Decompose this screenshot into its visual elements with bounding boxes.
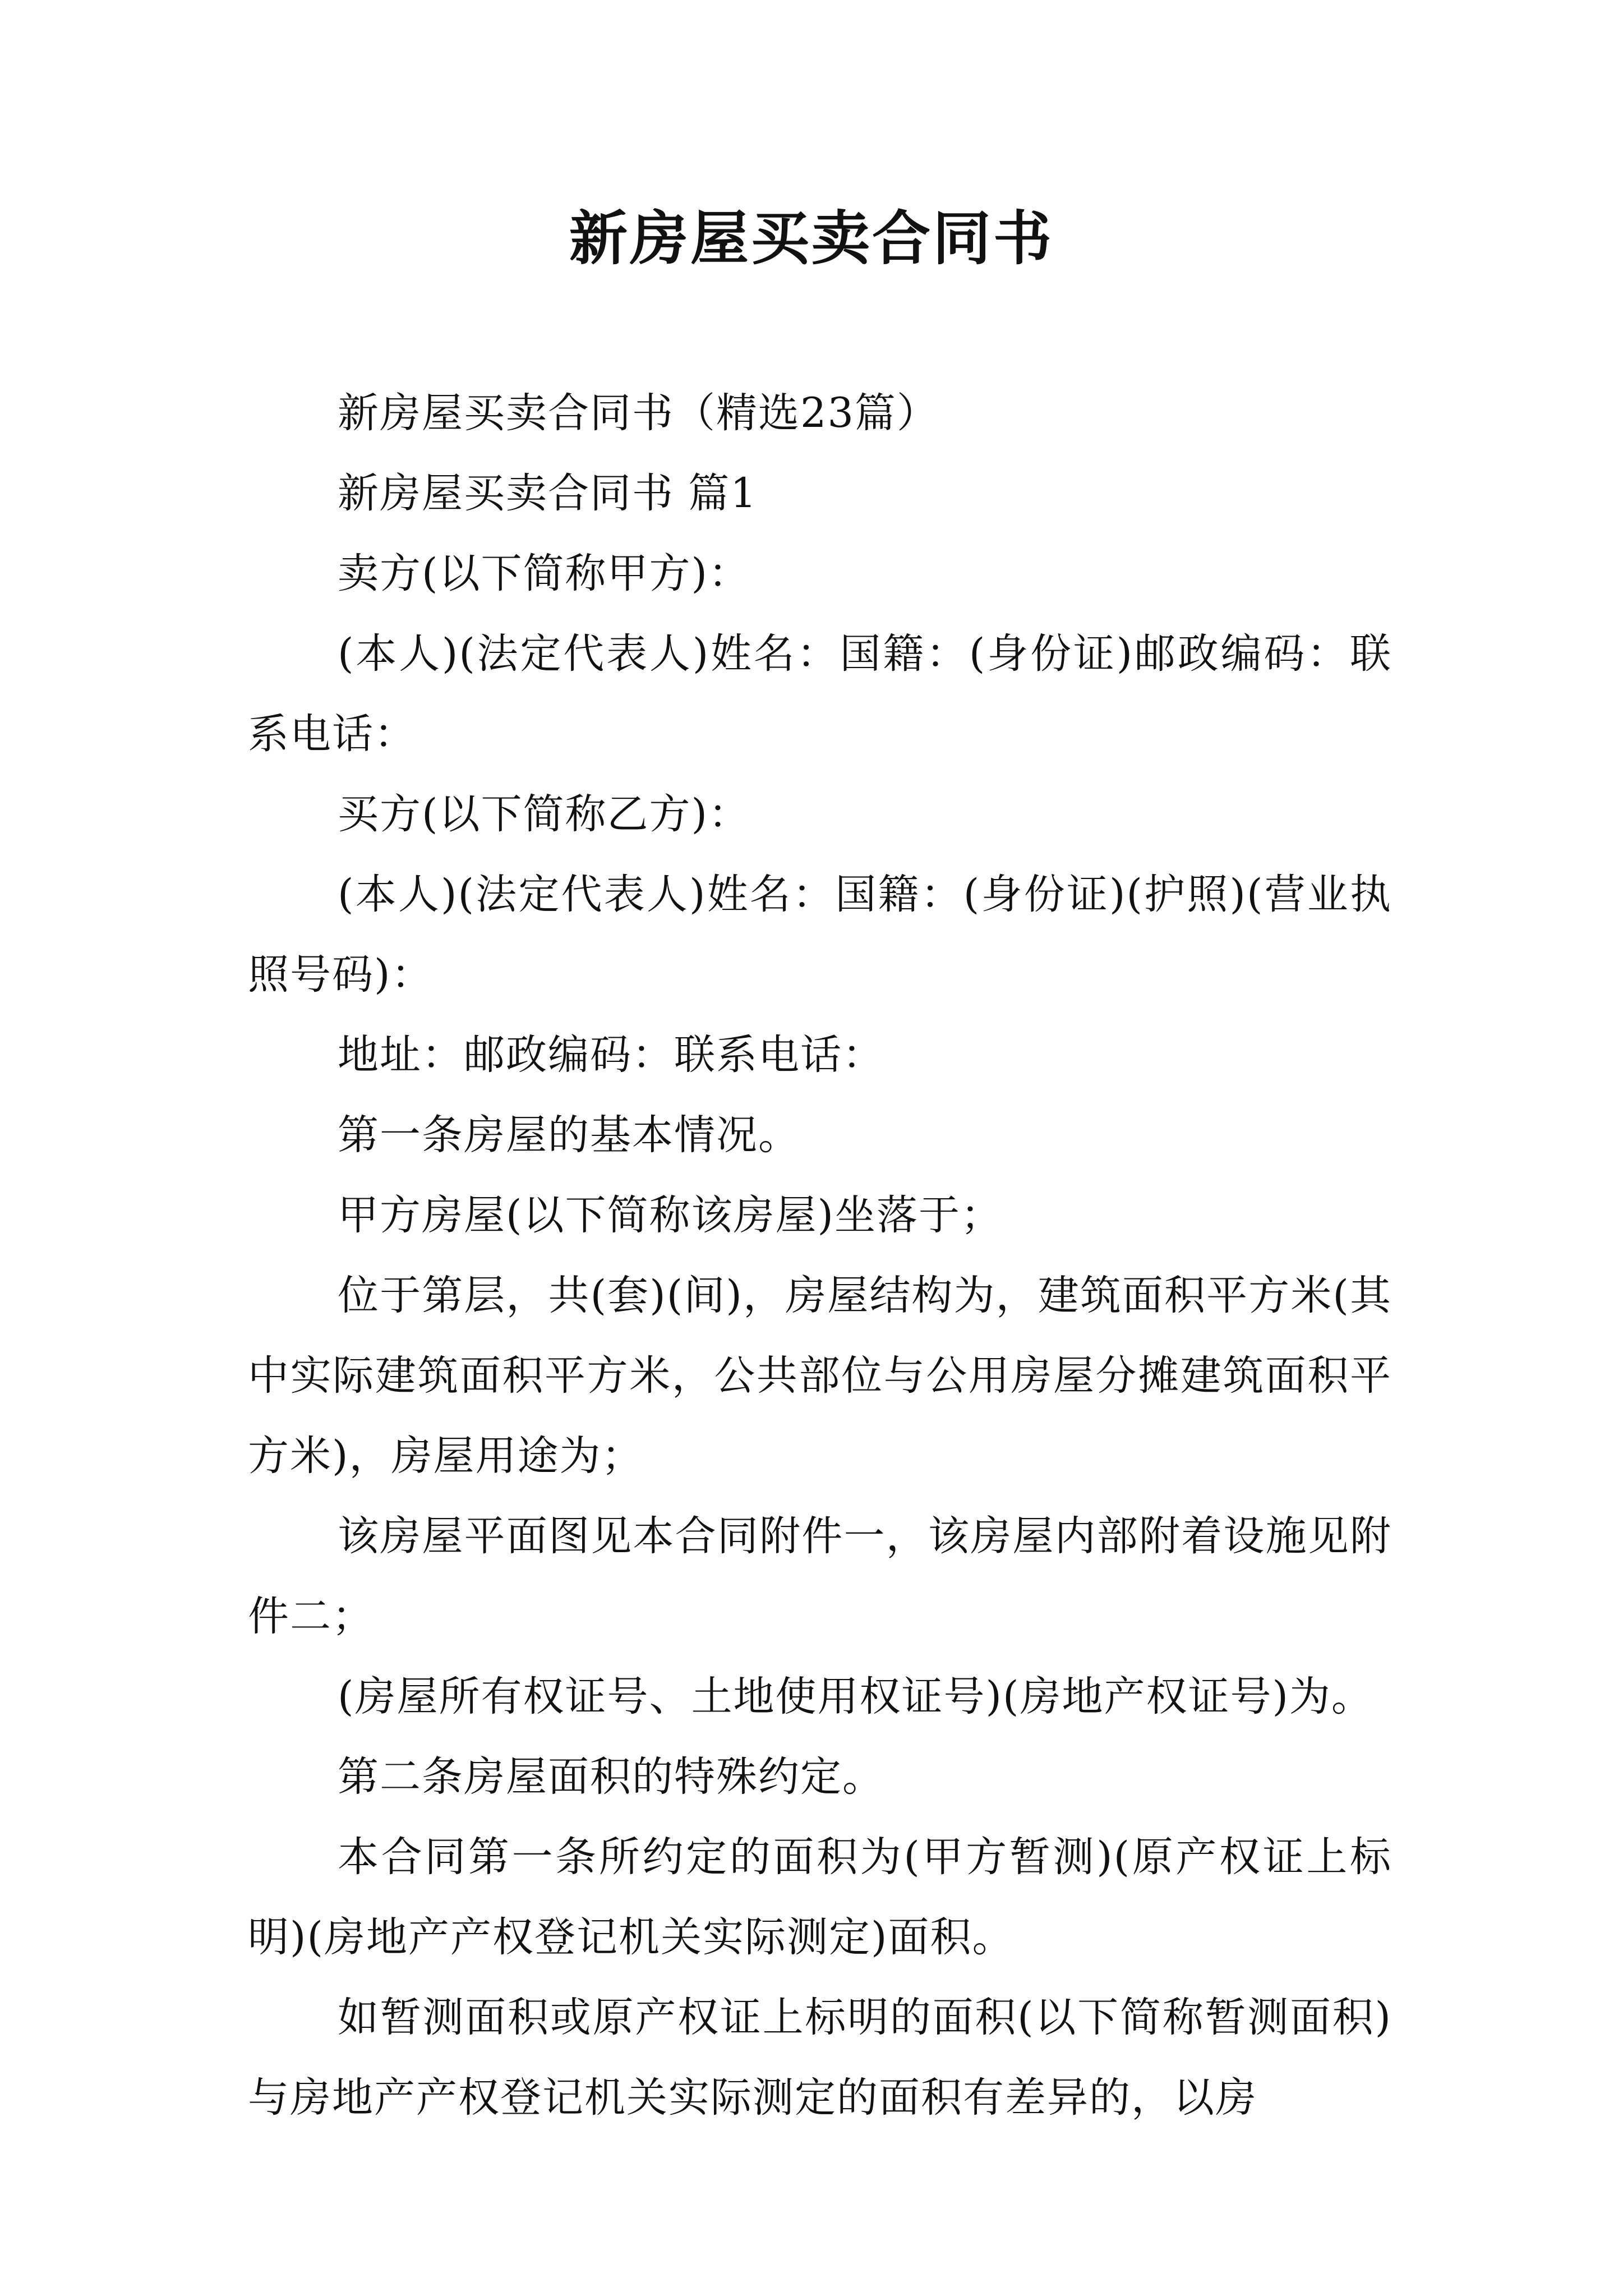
paragraph: 甲方房屋(以下简称该房屋)坐落于； — [338, 1191, 1003, 1239]
paragraph: (本人)(法定代表人)姓名：国籍：(身份证)邮政编码：联系电话： — [248, 630, 1392, 758]
paragraph: 卖方(以下简称甲方)： — [338, 550, 750, 597]
paragraph: 该房屋平面图见本合同附件一，该房屋内部附着设施见附件二； — [248, 1512, 1392, 1640]
document-body — [248, 373, 1392, 2138]
paragraph: 地址：邮政编码：联系电话： — [338, 1031, 884, 1079]
paragraph: 如暂测面积或原产权证上标明的面积(以下简称暂测面积)与房地产产权登记机关实际测定的面积有差异的，以房 — [248, 1994, 1392, 2122]
paragraph: 买方(以下简称乙方)： — [338, 790, 750, 838]
document-title: 新房屋买卖合同书 — [569, 204, 1054, 273]
paragraph: 第二条房屋面积的特殊约定。 — [338, 1753, 884, 1801]
paragraph: 本合同第一条所约定的面积为(甲方暂测)(原产权证上标明)(房地产产权登记机关实际测定)面积。 — [248, 1833, 1392, 1961]
paragraph: (本人)(法定代表人)姓名：国籍：(身份证)(护照)(营业执照号码)： — [248, 871, 1392, 999]
paragraph: 新房屋买卖合同书 篇1 — [338, 470, 758, 517]
paragraph: (房屋所有权证号、土地使用权证号)(房地产权证号)为。 — [338, 1673, 1373, 1720]
paragraph: 新房屋买卖合同书（精选23篇） — [338, 389, 939, 437]
paragraph: 位于第层，共(套)(间)，房屋结构为，建筑面积平方米(其中实际建筑面积平方米，公共部位与公用房屋分摊建筑面积平方米)，房屋用途为； — [248, 1272, 1392, 1480]
paragraph: 第一条房屋的基本情况。 — [338, 1111, 800, 1159]
